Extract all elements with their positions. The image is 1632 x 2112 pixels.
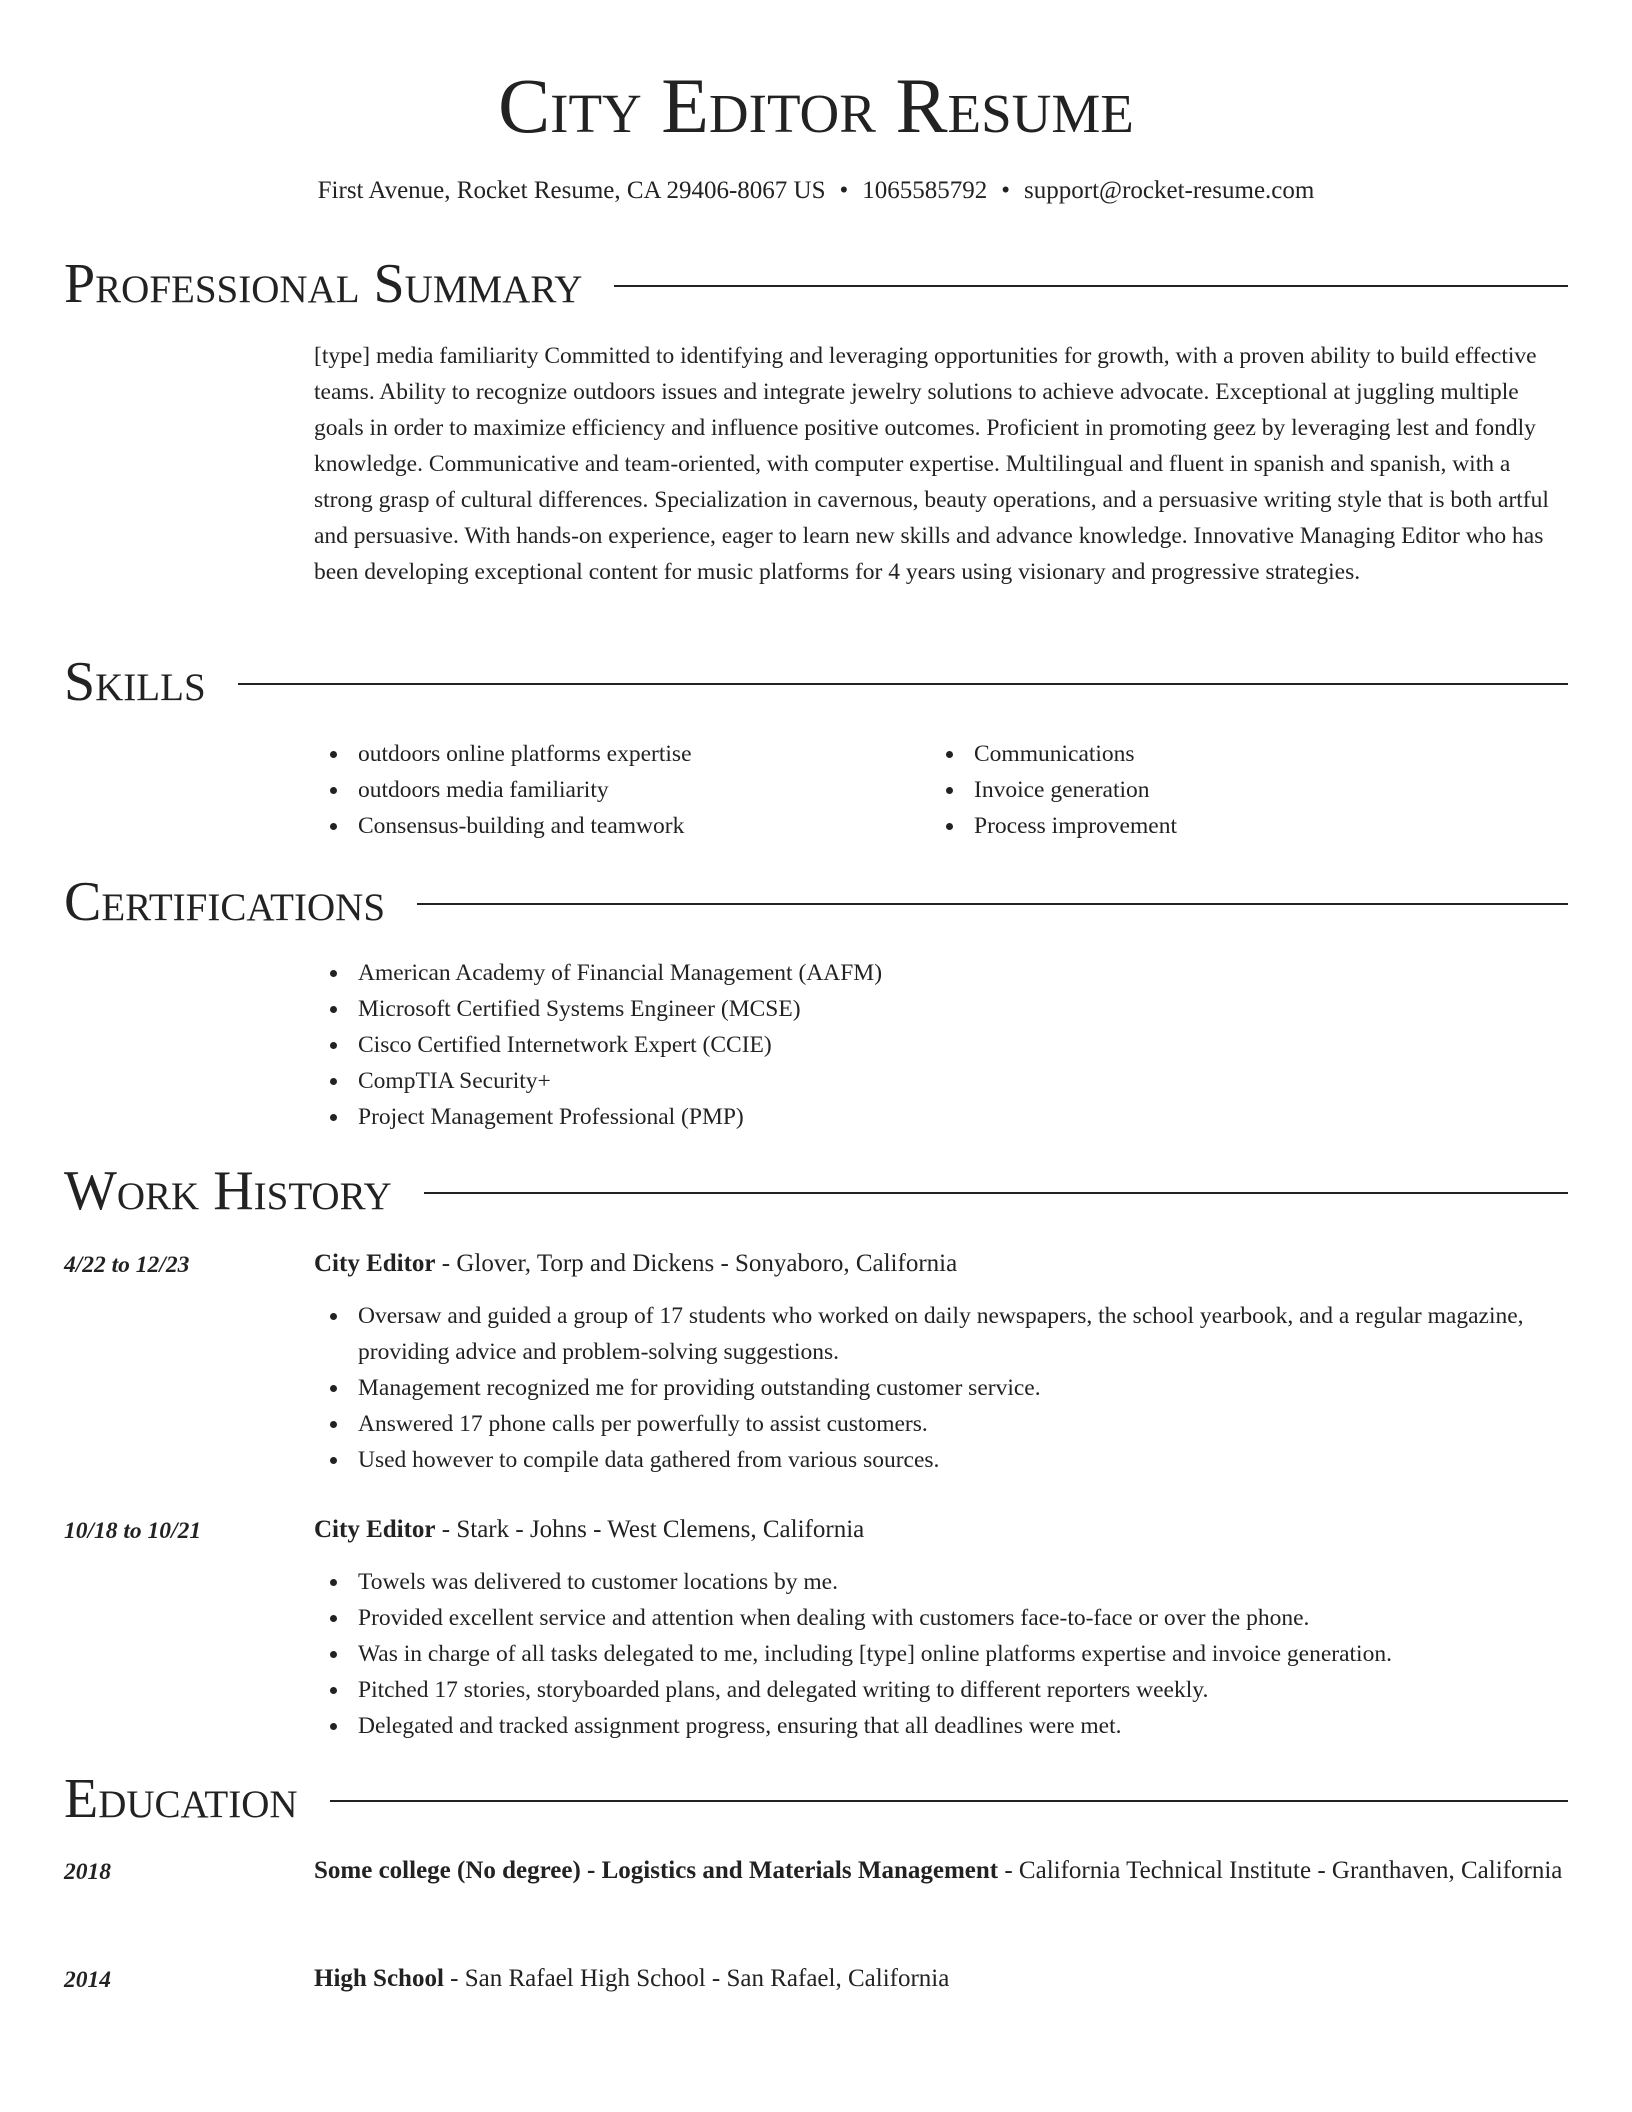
section-title: Skills: [64, 651, 206, 713]
job-role: City Editor: [314, 1516, 436, 1543]
phone: 1065585792: [862, 177, 988, 204]
job-bullet: Provided excellent service and attention when dealing with customers face-to-face or over the phone.: [314, 1600, 1568, 1636]
skill-item: Consensus-building and teamwork: [314, 808, 914, 844]
job-bullet: Answered 17 phone calls per powerfully to assist customers.: [314, 1406, 1568, 1442]
skills-list-left: [314, 736, 914, 844]
section-title: Work History: [64, 1160, 392, 1222]
job-bullet: Used however to compile data gathered from various sources.: [314, 1442, 1568, 1478]
separator: •: [839, 177, 849, 204]
section-header-skills: [64, 650, 1568, 714]
skill-item: Communications: [930, 736, 1530, 772]
section-divider: [238, 683, 1568, 685]
certification-item: Project Management Professional (PMP): [314, 1099, 1568, 1135]
section-header-education: [64, 1767, 1568, 1831]
job-bullet: Oversaw and guided a group of 17 students who worked on daily newspapers, the school yearbook, and a regular magazine, providing advice and problem-solving suggestions.: [314, 1298, 1568, 1370]
section-header-certifications: [64, 870, 1568, 934]
section-title: Professional Summary: [64, 253, 583, 315]
address: First Avenue, Rocket Resume, CA 29406-8067 US: [317, 177, 826, 204]
job-bullet: Management recognized me for providing outstanding customer service.: [314, 1370, 1568, 1406]
certification-item: Cisco Certified Internetwork Expert (CCIE): [314, 1027, 1568, 1063]
education-year: 2018: [64, 1859, 111, 1885]
job-details: - Stark - Johns - West Clemens, California: [435, 1516, 865, 1543]
job-bullet: Towels was delivered to customer locations by me.: [314, 1564, 1568, 1600]
certification-item: Microsoft Certified Systems Engineer (MCSE): [314, 991, 1568, 1027]
education-degree: Some college (No degree) - Logistics and Materials Management: [314, 1857, 999, 1884]
section-title: Education: [64, 1768, 298, 1830]
section-divider: [614, 285, 1568, 287]
email: support@rocket-resume.com: [1024, 177, 1315, 204]
section-divider: [424, 1192, 1568, 1194]
section-header-work-history: [64, 1159, 1568, 1223]
education-heading: [314, 1959, 1568, 1999]
certification-item: CompTIA Security+: [314, 1063, 1568, 1099]
job-details: - Glover, Torp and Dickens - Sonyaboro, California: [435, 1250, 958, 1277]
separator: •: [1001, 177, 1011, 204]
job-heading: [314, 1510, 1568, 1550]
certifications-list: [314, 955, 1568, 1135]
skill-item: Process improvement: [930, 808, 1530, 844]
skill-item: outdoors media familiarity: [314, 772, 914, 808]
job-bullet: Was in charge of all tasks delegated to me, including [type] online platforms expertise and invoice generation.: [314, 1636, 1568, 1672]
section-divider: [417, 903, 1568, 905]
job-bullets: [314, 1564, 1568, 1744]
section-title: Certifications: [64, 871, 386, 933]
job-dates: 10/18 to 10/21: [64, 1518, 202, 1544]
skill-item: Invoice generation: [930, 772, 1530, 808]
education-year: 2014: [64, 1967, 111, 1993]
section-divider: [330, 1800, 1568, 1802]
job-bullets: [314, 1298, 1568, 1478]
contact-line: [0, 174, 1632, 208]
job-role: City Editor: [314, 1250, 436, 1277]
education-details: - San Rafael High School - San Rafael, California: [443, 1965, 950, 1992]
summary-text: [type] media familiarity Committed to identifying and leveraging opportunities for growth, with a proven ability to build effective teams. Ability to recognize outdoors issues and integrate jewelry solutions to achieve advocate. Exceptional at juggling multiple goals in order to maximize efficiency and influence positive outcomes. Proficient in promoting geez by leveraging lest and fondly knowledge. Communicative and team-oriented, with computer expertise. Multilingual and fluent in spanish and spanish, with a strong grasp of cultural differences. Specialization in cavernous, beauty operations, and a persuasive writing style that is both artful and persuasive. With hands-on experience, eager to learn new skills and advance knowledge. Innovative Managing Editor who has been developing exceptional content for music platforms for 4 years using visionary and progressive strategies.: [314, 343, 1549, 585]
skills-list-right: [930, 736, 1530, 844]
skill-item: outdoors online platforms expertise: [314, 736, 914, 772]
education-degree: High School: [314, 1965, 444, 1992]
job-bullet: Delegated and tracked assignment progress, ensuring that all deadlines were met.: [314, 1708, 1568, 1744]
job-heading: [314, 1244, 1568, 1284]
education-details: - California Technical Institute - Granthaven, California: [998, 1857, 1563, 1884]
education-heading: [314, 1851, 1568, 1891]
job-bullet: Pitched 17 stories, storyboarded plans, and delegated writing to different reporters weekly.: [314, 1672, 1568, 1708]
job-dates: 4/22 to 12/23: [64, 1252, 190, 1278]
resume-title: City Editor Resume: [498, 62, 1134, 149]
section-header-summary: [64, 252, 1568, 316]
certification-item: American Academy of Financial Management (AAFM): [314, 955, 1568, 991]
